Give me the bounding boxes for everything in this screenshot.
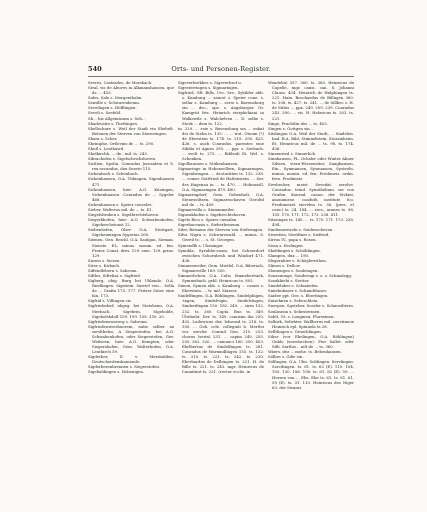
register-entry: Shriniphe, Ortlevins dr. ... ts. 290. xyxy=(88,140,155,146)
register-entry: Sigfrid s. Villingen cir. xyxy=(88,298,132,304)
register-entry: Shellschure s. Weil der Stadt vin Shebelt. Betonen der Sterven von Sternvingen. xyxy=(88,125,174,136)
register-entry: Sentille s. Schwarenbeum. xyxy=(88,100,141,106)
register-entry: Simmerbchen, O.A. Calw, Simnebertsiek, Symmebach. gebl. Heinricus ts. 803. xyxy=(178,272,264,284)
register-entry: Sinnhausen, PL. Ochsler oder Winter Ahner Silvien. stern-Wiesenstier, Sanghausen. Ein., Synmansen, Sysmansen, Systeeln, minus. monin. ed. fen. Fredimeiz. ordin. fren. Frodimeiz. xyxy=(268,156,354,182)
register-column-3 xyxy=(268,80,354,414)
register-entry: Sigmarsvilla s. Stammmeiler. xyxy=(178,206,235,212)
register-entry: Sibrachofen s. Sigelschrichshoven. xyxy=(88,156,157,162)
register-entry: Saidee ppt. Ges. s. Ebertingen. xyxy=(268,293,329,299)
page-title: Orts- und Personen-Register. xyxy=(171,65,271,73)
register-entry: Siebenhofen, Ober- O.A. Stuttgart, Sigeheimingen Sygerius 208. xyxy=(88,227,174,238)
register-entry: Wendelin) 357. 360. ts. 360. Heinricus de Capelle, mgr. canis. can. S. Johanni Clauss. 434. Heinrich de Hulphingen ts. 221. Hain. Beschardus de Billngen 360. ts. 208. ts. 427. ts. 241. ... de Sillbec s. H. de Stilus ... ppx. 249. 209. 239. Conradus 243. 300. ... vic. H. Helaricus ts. 203. ts. 221. xyxy=(268,80,354,121)
register-entry: Sickenhausen, hier: A.O. Kitzingen, Sickenhausen. Conradus de ... Sygeler 468. xyxy=(88,186,174,202)
register-entry: Siezen s. Siezen. xyxy=(88,257,121,263)
register-entry: Siegerkhofen, hier: A.O. Schwabenhofen, Sigeherchstonst 12. xyxy=(88,217,174,228)
register-entry: Sevres, Castrades, de Morsbach. xyxy=(88,80,153,85)
register-entry: Sölfingen, O.A. Ulm. Soldingen. Servlingen. Sorvdingen. ts. 61. ts. 62 (E). 110. 104. 105. 130. 186. 196. ts. 61. 82 (E). 59. ... Herren von ... Ebs. Ebe ts. 61. ts. 61. 61. 59 (E). ts. 31. 110. Heinricus des Niger 63. der Swaras xyxy=(268,359,354,390)
register-entry: Sölbre s. Gilie sin. xyxy=(268,354,304,360)
register-entry: Sh... bis Allgemäsum s. Seh... xyxy=(88,115,146,121)
register-entry: Skeblingen s. Schöblingen. xyxy=(268,247,321,253)
register-entry: Siemen, Gen. Reichl. O.A. Saulgau, Sieman. Sieuste. EL, minus. monin. ed. fen. Frater. Conat. dres. 129. exec. 129. prins. 129. xyxy=(88,237,174,258)
register-entry: Seveli s. Seefeld. xyxy=(88,110,122,116)
header-rule xyxy=(88,76,354,77)
register-entry: Sigfried, Gft. Bills, Uvc. Srv., Sybilder abb. s. Kamburg ... sancst s. Speier cone. s. sellar s. Kamburg ... serio s. Bavenshurg sin ... dec., ope. s. Augsburger. Gr. Kamgrüt fris. Heinrich vierphehiani in Walkewile s. Walchelven ... D. selbe s. Stork ... dem ts. 122. xyxy=(178,90,264,126)
register-entry: Sickenhausen, O.A. Tübingen, Sigenhausen 471. xyxy=(88,176,174,187)
register-entry: Singen s. Gottgen sin ... xyxy=(268,125,315,131)
register-entry: Sigfriedsdorf, abgeg. bei Stetsheim, O.A. Merbach. Sigebrin, Sigebolde, Sigebolshdolf 159. 199. 159. 150. 20. xyxy=(88,303,174,319)
register-entry: Sickenbach s. Schönbach. xyxy=(88,171,139,177)
register-entry: Sigmaringe in Hohenzollern, Sigmaringen, Sigenbringen. ... dr.stackten ts. 132. 238. ... comes Gottfried de Haltenstein. ... Ser. des Hagenau in ... ts. 470. ... Hohenzoll. O.A. Sigmaringen 479. 480. xyxy=(178,166,264,192)
register-column-1 xyxy=(88,80,174,414)
register-entry: Sigelbaussen s. Stühenhausen. xyxy=(178,161,239,167)
register-entry: Sigebaldingen s. Hobenigen. xyxy=(88,369,145,375)
register-entry: Sirrus IV., papa s. Rosen. xyxy=(268,237,317,243)
register-entry: Sbara s. Scher. xyxy=(88,135,118,141)
register-entry: Sigfriedenswaverg s. Sabronn. xyxy=(88,318,148,324)
register-entry: Selkirk, Selirbter. Wallherus mil. cavetimoie Heinrich epl. Spinuela ts 28. xyxy=(268,318,354,329)
register-entry: Shelkirchh, ... de., mil. ts. 243. xyxy=(88,151,148,157)
register-entry: Sival, vis de Abuves in Alkmanshausen, que dr. ... 453. xyxy=(88,85,174,96)
register-entry: Sissa s. Esslingen. xyxy=(268,242,304,248)
register-entry: Sozakhiebi s. Stetter. xyxy=(268,278,310,284)
register-entry: Sigderher, D. v. Merzbulden, Deutschordenskomende. xyxy=(88,354,174,365)
register-entry: Sigeverbrekbes s. Sigeverbrof u. xyxy=(178,80,242,85)
register-entry: Siler, Betsame der Sterven von Stefrringen. xyxy=(178,227,264,233)
register-entry: Smidelaber s. Schmieden. xyxy=(268,283,319,289)
register-entry: Slampen, dux ... 190. xyxy=(268,252,310,258)
register-entry: Sonzenunge, Sondrengi s. o. s. Schmalegg. xyxy=(268,272,353,278)
register-entry: Sindelfingen, O.A. Böblingen, Sindelphigen, -ingen, Sindelvigin, Sindelvingen, Sinderifingen 150. 182. 249. ... sires 152. 252. ts. 260. Capta. Bur. ts. 349. Übrlaebt. Der. ts. 349. comisim ilia 250. 432. Ludewicus der, lelsensd ts. 218. ts. 350. ... Geb. cele. collegiati h. Mertlei vor. ssevler. Conrad Gen. 215. 253. chorus (serin) 231. ... capim 249. 255. 250. 262. 320. ... canonici 160. 250. 403. Ebrlbertus de Sindelfingen ts. 281. Conradus de Warmndlingen 155. ts. 132. ts. 210. ts. 221. ts. 242. ts. 230. Eberhardus de Delbingen ts. 221. H. de Bille ts. 221. ts. 243. mgr. Heinricus de Cannitinit ts. 221. (rector ecclis. in xyxy=(178,293,264,375)
register-entry: Signeakhofen s. Sigebrechtshoven. xyxy=(178,212,247,218)
register-entry: Siftles, Siftelisa s. Sigfried. xyxy=(88,272,141,278)
register-entry: Sales, Sale s. Morgenthalm. xyxy=(88,95,143,101)
register-entry: Selltlingen s. Geserblingen. xyxy=(268,328,322,334)
register-entry: Snerpen, Sgeteber, Soszler s. Schneeilterin. xyxy=(268,303,354,309)
register-entry: Sigfriedswaverhuerein, nahe selber ax serslthetin, A Siegerstofen. bei A.O. Schwabenhofen, oder Siegerstofen, Gev. Weilseen, hier: A.O. Kempten, oder Siegershofen, Gem. Walterhofen, O.A. Leutkirch 59. xyxy=(88,323,174,355)
register-entry: Sigelo Rico s. Speier cussalen. xyxy=(178,217,238,223)
register-entry: Symendlb s. Ukrainger. xyxy=(178,242,224,248)
register-entry: Sindemweweln s. Seidenscheven. xyxy=(268,227,334,233)
register-entry: Simon, Symen abb. s. Kamburg ... comes s. Eberstein. ... tr. mil. Mazser. xyxy=(178,283,264,294)
register-entry: Siventies, Stretfiner s. Siefried. xyxy=(268,232,330,238)
register-entry: Shadovatin s. Thettingen. xyxy=(88,120,139,126)
register-entry: Sitzsinges ts. 140. ... ts. 170. 171. 173. 238. 494. xyxy=(268,217,354,228)
register-entry: Sirse s. Kirbach. xyxy=(88,262,121,268)
register-entry: Sloniengen s. Souleingen. xyxy=(268,267,319,273)
register-entry: Siffendlebern s. Sabronn. xyxy=(88,267,138,273)
register-entry: Slegerahiev s. Schöplerrühen. xyxy=(268,257,327,263)
register-entry: Sigerbacensis s. Sieberbeneum. xyxy=(178,222,241,228)
register-entry: Siegelsbruben s. Sigelbrechtshoven. xyxy=(88,212,160,218)
register-entry: Sieber, Walterus mil. de ... ts. 41. xyxy=(88,206,153,212)
register-entry: Sonlasenn s. Sebesterinen. xyxy=(268,308,321,314)
register-entry: in. 229. ... esie s. Bavensburg sin ... enkat dei de Steba ts. 135. ... ... trot. Otonin (?) de Eberstein ts. 174. ts. 219. 295. 425. 426. s. auch Conradus. parentes eine Sibilia et Agnes 295. ... pgr. s. Seebach. ... svelt ts. 275. ... Ribbodi Ei. Wel. s. Schenken. xyxy=(178,125,264,162)
register-entry: Simmenweiler, Gem. Mietlel, O.A. Biberach, Sigmarsville 169. 500. xyxy=(178,262,264,273)
register-entry: Sickenhausen s. Speier convoles. xyxy=(88,201,153,207)
register-entry: Sigderherenbrennen s. Siegerstofen. xyxy=(88,364,161,370)
register-entry: Silva Nigra s. Schwarzwald. ... minus. S. Gereil ts. ... s. St. Georgen. xyxy=(178,232,264,243)
register-entry: Sigesterringen s. Sigmaringen. xyxy=(178,85,239,91)
register-entry: Slimes s. Dellow. xyxy=(268,262,301,268)
register-entry: Snisehnen s. Sebeschlein. xyxy=(268,298,319,304)
register-entry: Sicilien, Spolia. Conradus Jerusalem et S. rex secundus, dux Suevie 115. xyxy=(88,161,174,172)
register-entry: Singe, Prachtlin des ... ts. 403. xyxy=(268,120,328,126)
register-entry: Sahlt, Gt. s. Longmen, Florsemen. xyxy=(268,313,335,319)
register-entry: Siber (vor Ebelingen, O.A. Böblingen) Gnhle (sorrdorchen). Fier Sallet. oder Silb. Sartlus... mlt de ... ts. 360. xyxy=(268,333,354,350)
register-entry: Smiehnbaser s. Schmidtbaser. xyxy=(268,288,327,294)
register-entry: Sigberg, obig. Burg bei Uhlandz, O.A. Riedlingen. Sigistein. Sarriel ven... Sella de ... Grafin 175. 177. Fritzer Sutor eine fan. 173. xyxy=(88,278,174,299)
page-header xyxy=(88,64,354,74)
page-number: 540 xyxy=(88,65,102,73)
register-entry: Sivebecker, meist. Sevedat. serolve. Conradus. teind. Synnthelium. sor von Grafen. Konrad. canon. der Sivkier, anonimiese. coaduth institute fco. Fredimeizet vievelen ts. 38. (pres. et conv.) ts. 24. 184. ... rses., aranes ts. 98. 155. 170. 171. 172. 173. 238. 411. xyxy=(268,181,354,218)
register-entry: Seveilagen s. Höfflingen. xyxy=(88,105,137,111)
register-entry: Sinnenried s. Sinnerlich. xyxy=(268,151,317,157)
register-entry: Wäers. dez ... mehe. ts. Bebenhausen. xyxy=(268,349,342,355)
register-column-2 xyxy=(178,80,264,414)
register-entry: Symibla, Syrnbhe-suom, bei Schnerdorf zwischen Schornbech und Windorf 471. 436. xyxy=(178,247,264,263)
register-entry: Sitzlingen O.A. Weil der Stadt, ... Sindelen. bad. B.A. Bild, Stimmdetein, Stozzinheim. Et. Heinricus mil. de ... ts. 98. ts. 174. 436. xyxy=(268,130,354,152)
register-entry: Shull s. Leuthawd. xyxy=(88,146,125,152)
register-entry: Sigmaringdorf, Gem. Gebenholt, O.A. Steneseiltzen, Sigmarsschaven Geroltd mil de ... ts. 409. xyxy=(178,191,264,207)
